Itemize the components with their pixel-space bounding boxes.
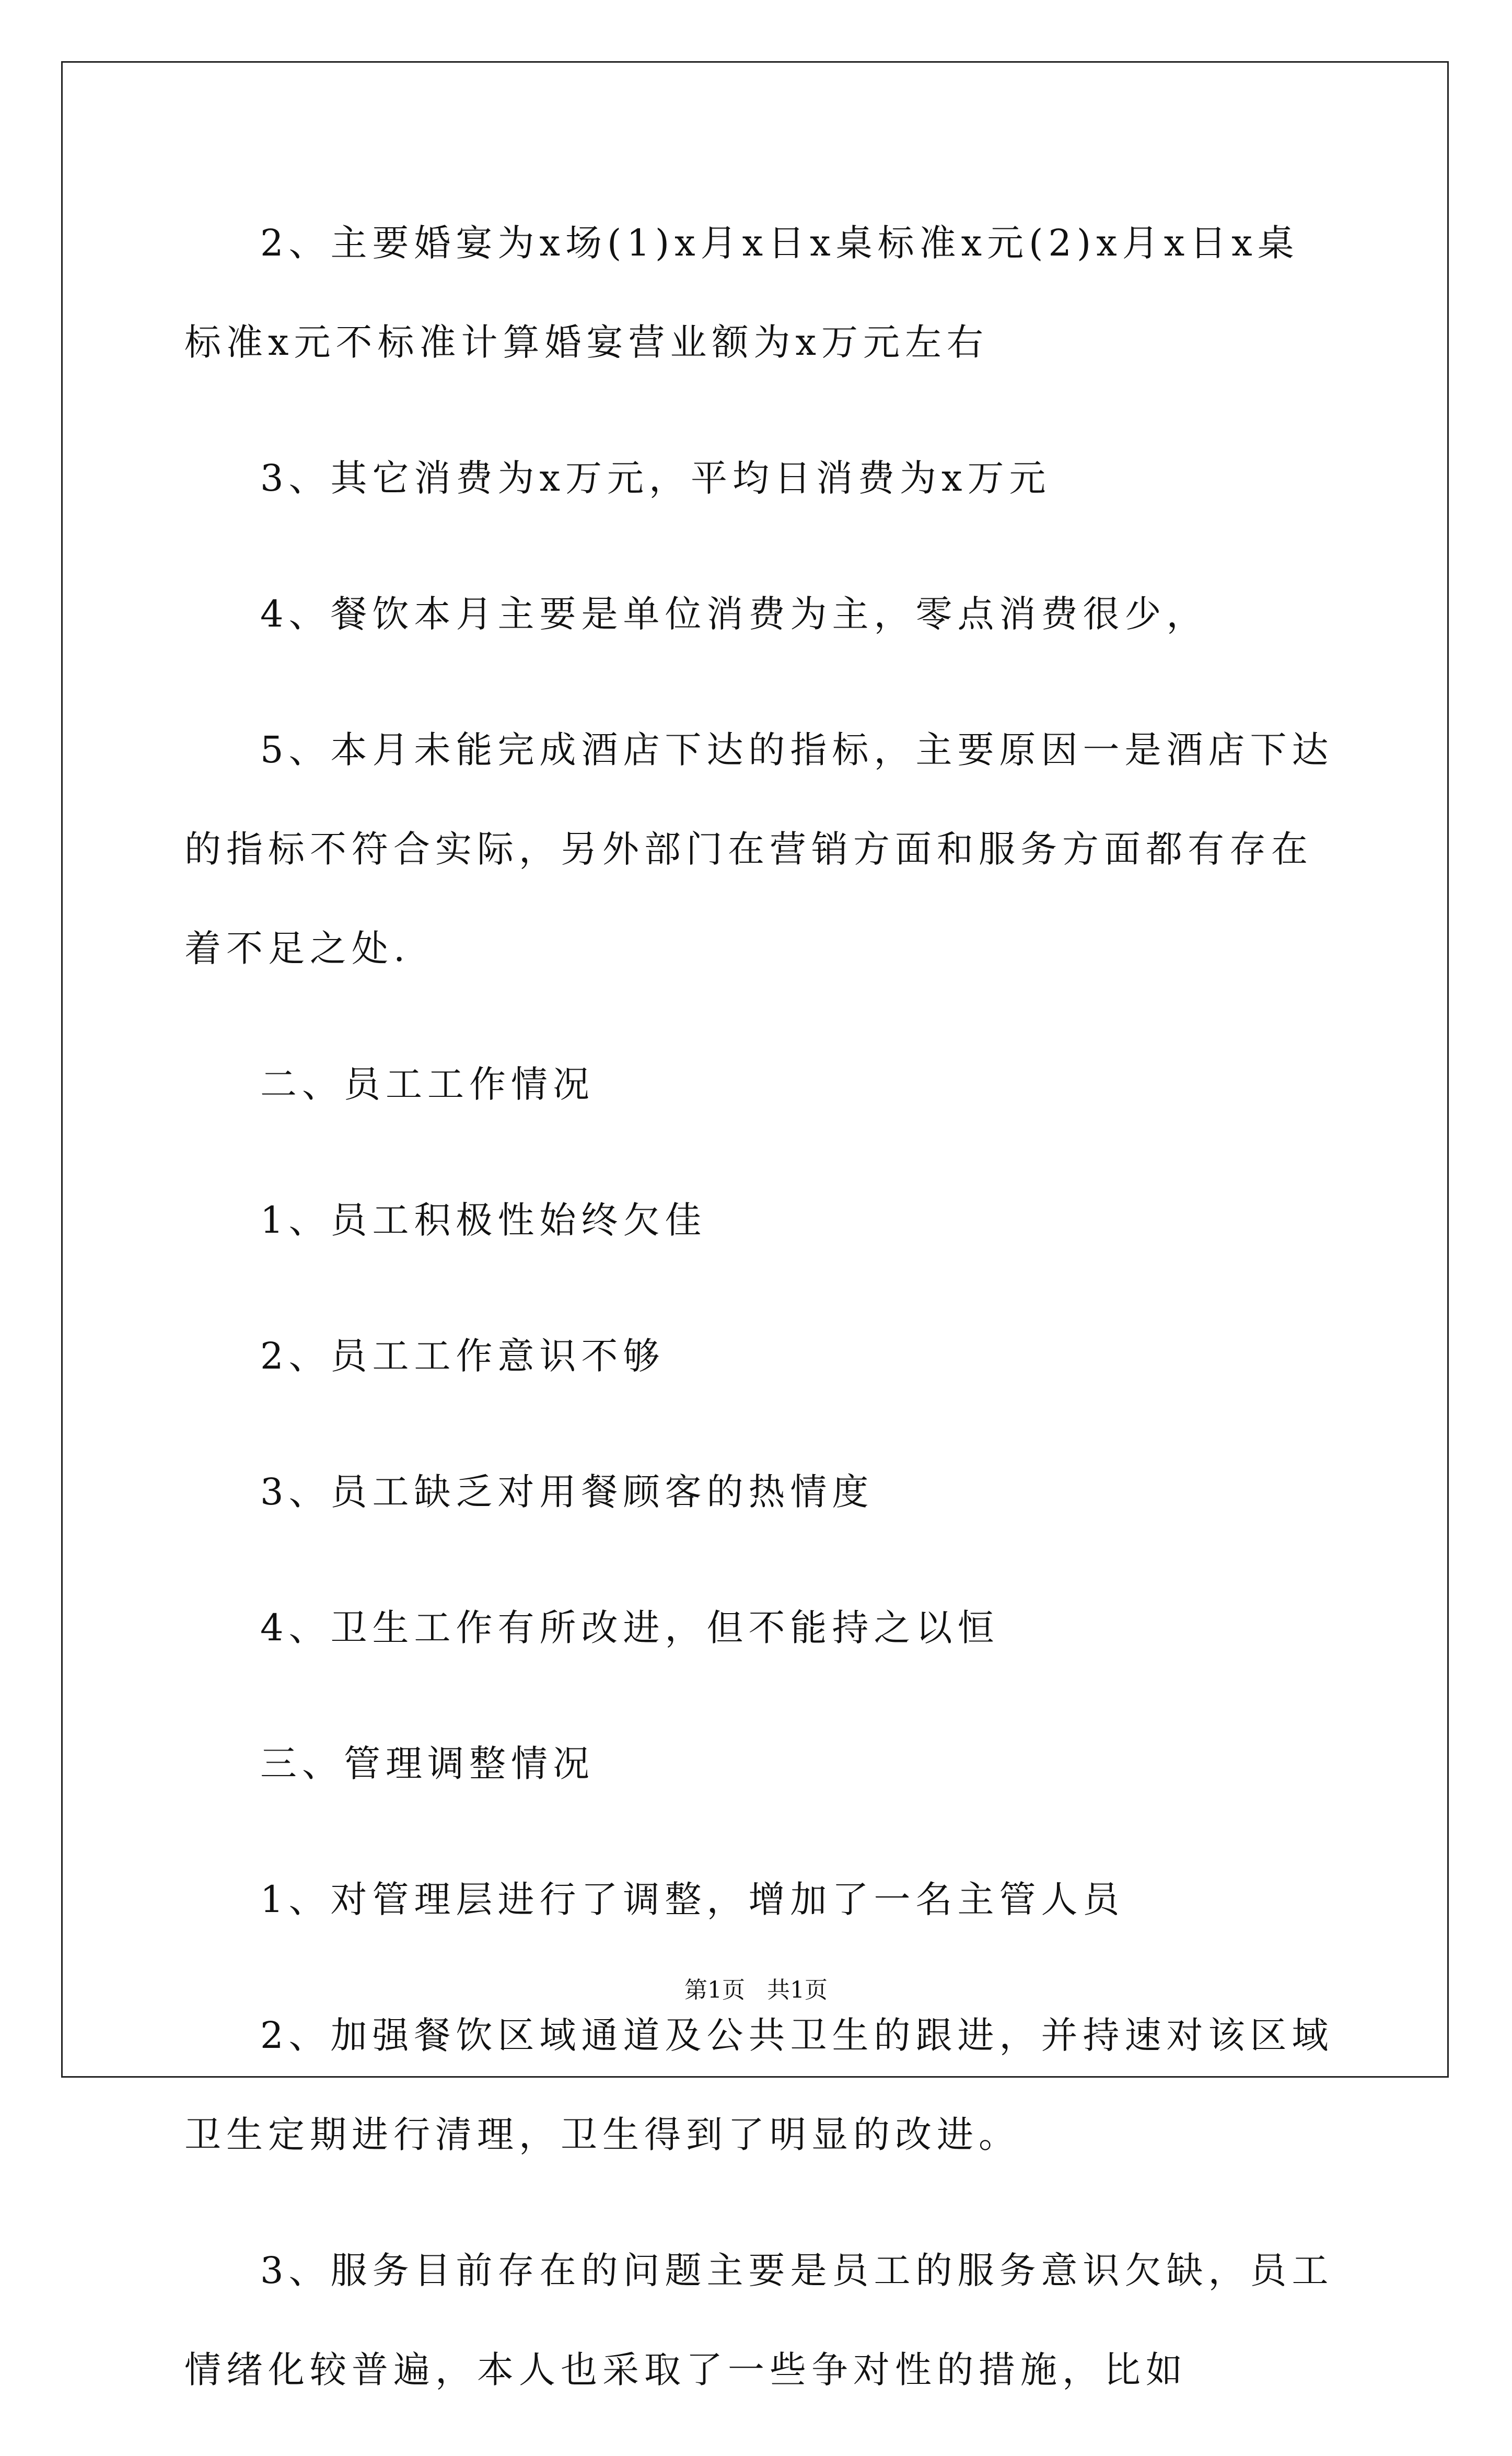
paragraph-staff-3: 3、员工缺乏对用餐顾客的热情度: [260, 1470, 874, 1513]
paragraph-management-1: 1、对管理层进行了调整，增加了一名主管人员: [260, 1878, 1125, 1921]
paragraph-staff-1: 1、员工积极性始终欠佳: [260, 1199, 707, 1242]
document-body: [184, 193, 1334, 2456]
paragraph-management-2: 2、加强餐饮区域通道及公共卫生的跟进，并持速对该区域卫生定期进行清理，卫生得到了明显的改进。: [184, 2014, 1334, 2156]
paragraph-other-consumption: 3、其它消费为x万元，平均日消费为x万元: [260, 457, 1051, 500]
page-number: 第1页 共1页: [684, 1977, 828, 2003]
section-heading-staff: 二、员工工作情况: [260, 1063, 595, 1106]
page-footer: [0, 1971, 1512, 2005]
paragraph-target-not-met: 5、本月未能完成酒店下达的指标，主要原因一是酒店下达的指标不符合实际，另外部门在营销方面和服务方面都有存在着不足之处.: [184, 728, 1334, 970]
paragraph-staff-2: 2、员工工作意识不够: [260, 1335, 665, 1377]
section-heading-management: 三、管理调整情况: [260, 1742, 595, 1785]
paragraph-staff-4: 4、卫生工作有所改进，但不能持之以恒: [260, 1606, 999, 1649]
paragraph-wedding-banquets: 2、主要婚宴为x场(1)x月x日x桌标准x元(2)x月x日x桌标准x元不标准计算婚宴营业额为x万元左右: [184, 222, 1299, 364]
paragraph-dining-consumption: 4、餐饮本月主要是单位消费为主，零点消费很少，: [260, 593, 1208, 635]
paragraph-management-3: 3、服务目前存在的问题主要是员工的服务意识欠缺，员工情绪化较普遍，本人也采取了一些争对性的措施，比如: [184, 2249, 1334, 2391]
